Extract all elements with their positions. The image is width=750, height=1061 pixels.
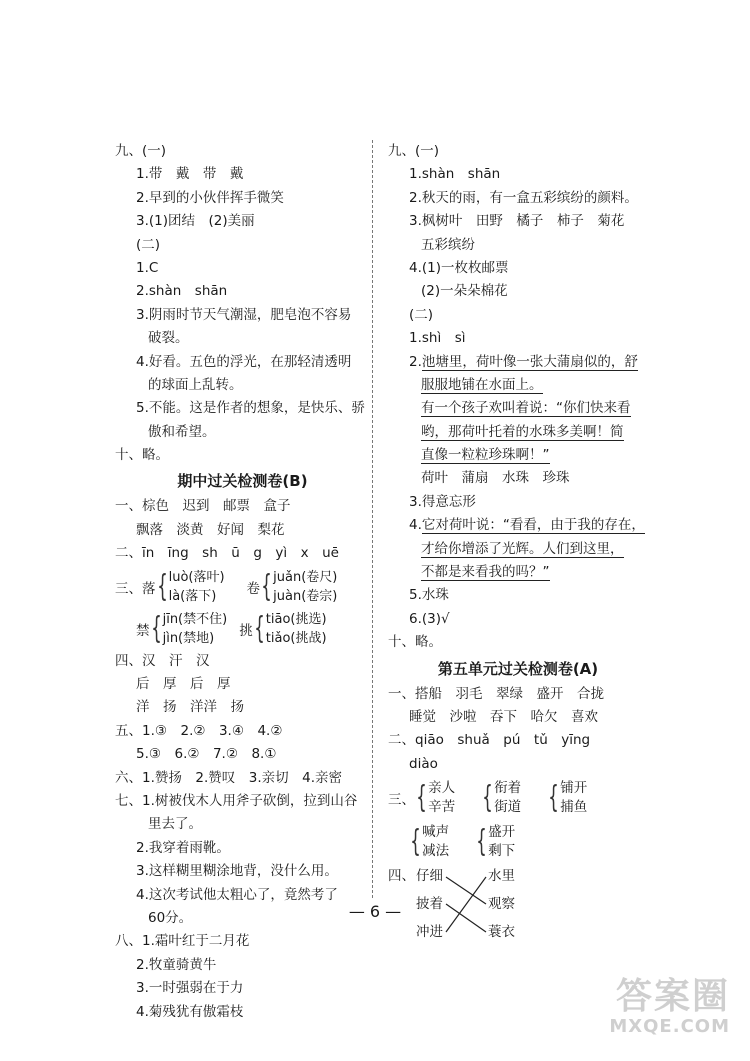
a3-group-2 (481, 779, 521, 817)
r9-part2-answer-6: 6.(3)√ (409, 610, 450, 627)
a3-row-1 (388, 776, 648, 820)
a2-line-1: 二、qiāo shuǎ pú tǔ yīng (388, 732, 591, 749)
s4-line-2: 后 厚 后 厚 (136, 676, 231, 693)
r9-part2-answer-4-cont (388, 538, 648, 561)
watermark-logo (580, 977, 730, 1047)
q9-answer-2: 2.早到的小伙伴挥手微笑 (136, 189, 284, 206)
s3-char: 卷 (246, 580, 261, 597)
a4-right-word: 观察 (488, 896, 515, 913)
s3-char: 落 (142, 580, 156, 597)
s3-group-tiao (239, 610, 326, 648)
underlined-sentence: 不都是来看我的吗？” (421, 564, 550, 581)
column-divider (372, 140, 373, 898)
q9-part2-answer-3-cont: 破裂。 (148, 330, 189, 347)
brace-icon: { (410, 824, 421, 860)
s3-char: 挑 (239, 622, 253, 639)
r9-answer-3-cont: 五彩缤纷 (421, 236, 475, 253)
r9-part2-answer-2-cont (388, 444, 648, 467)
r9-part2-answer-1: 1.shì sì (409, 330, 466, 347)
right-column (388, 140, 648, 946)
q9-part2-answer-5-cont: 傲和希望。 (148, 423, 216, 440)
answer-number: 2. (409, 353, 422, 370)
underlined-sentence: 它对荷叶说：“看看，由于我的存在， (421, 517, 645, 534)
s7-line-6: 60分。 (148, 909, 193, 926)
r9-part2-answer-4-cont (388, 561, 648, 584)
s8-line-1: 八、1.霜叶红于二月花 (115, 933, 250, 950)
page-number: — 6 — (348, 902, 402, 921)
r9-answer-3: 3.枫树叶 田野 橘子 柿子 菊花 (409, 213, 625, 230)
s3-group-juan (247, 568, 338, 606)
q9-part2-answer-5: 5.不能。这是作者的想象，是快乐、骄 (136, 400, 365, 417)
underlined-sentence: 哟，那荷叶托着的水珠多美啊！简 (421, 423, 624, 440)
r9-part2-answer-2-words: 荷叶 蒲扇 水珠 珍珠 (421, 470, 570, 487)
s3-reading: luò(落叶) (168, 569, 225, 585)
r10-answer: 十、略。 (388, 634, 442, 651)
s3-reading: tiǎo(挑战) (265, 630, 327, 646)
brace-icon: { (482, 780, 493, 816)
r9-part2-answer-2 (388, 351, 648, 374)
q9-part2-answer-2: 2.shàn shān (136, 283, 228, 300)
underlined-sentence: 服服地铺在水面上。 (421, 376, 543, 393)
q9-part2-answer-4-cont: 的球面上乱转。 (148, 376, 243, 393)
s3-row-1 (115, 566, 370, 608)
brace-icon: { (150, 610, 162, 646)
watermark-text: 答案圈 (615, 976, 730, 1017)
a3-word: 街道 (494, 799, 522, 816)
s8-line-3: 3.一时强弱在于力 (136, 980, 244, 997)
s4-line-3: 洋 扬 洋洋 扬 (136, 699, 244, 716)
s3-prefix: 三、 (115, 580, 142, 597)
brace-icon: { (156, 568, 168, 604)
q9-part2-answer-3: 3.阴雨时节天气潮湿，肥皂泡不容易 (136, 306, 352, 323)
s7-line-2: 里去了。 (148, 816, 202, 833)
a3-prefix: 三、 (388, 792, 415, 809)
q9-part2-title: (二) (136, 236, 161, 253)
q10-answer: 十、略。 (115, 447, 169, 464)
r9-part2-answer-4 (388, 514, 648, 537)
s7-line-5: 4.这次考试他太粗心了，竟然考了 (136, 886, 338, 903)
r9-part2-answer-2-cont (388, 374, 648, 397)
a4-left-word: 披着 (416, 896, 443, 913)
match-line (446, 877, 486, 904)
q9-title: 九、(一) (115, 143, 167, 159)
a3-word: 亲人 (428, 780, 456, 797)
a3-word: 衔着 (494, 780, 522, 797)
s5-line-1: 五、1.③ 2.② 3.④ 4.② (115, 722, 283, 739)
r9-answer-4: 4.(1)一枚枚邮票 (409, 259, 509, 276)
s3-reading: jīn(禁不住) (162, 611, 228, 627)
a3-word: 捕鱼 (560, 799, 588, 816)
r9-title: 九、(一) (388, 143, 440, 159)
s3-reading: tiāo(挑选) (265, 611, 327, 627)
s7-line-4: 3.这样糊里糊涂地背，没什么用。 (136, 863, 338, 880)
s1-line-1: 一、棕色 迟到 邮票 盒子 (115, 498, 291, 515)
a3-group-4 (409, 823, 449, 861)
brace-icon: { (548, 780, 559, 816)
r9-part2-answer-2-cont (388, 397, 648, 420)
q9-part2-answer-1: 1.C (136, 259, 159, 276)
a2-line-2: diào (409, 755, 438, 772)
s5-line-2: 5.③ 6.② 7.② 8.① (136, 746, 277, 763)
r9-answer-1: 1.shàn shān (409, 166, 501, 183)
a3-group-5 (475, 823, 515, 861)
underlined-sentence: 才给你增添了光辉。人们到这里， (421, 540, 624, 557)
watermark-url: MXQE.COM (609, 1016, 730, 1037)
underlined-sentence: 有一个孩子欢叫着说：“你们快来看 (421, 400, 631, 417)
section-heading-midterm-b: 期中过关检测卷(B) (177, 472, 308, 491)
s3-char: 禁 (136, 622, 150, 639)
s3-reading: juàn(卷宗) (273, 588, 338, 604)
s7-line-3: 2.我穿着雨靴。 (136, 839, 230, 856)
q9-part2-answer-4: 4.好看。五色的浮光，在那轻清透明 (136, 353, 352, 370)
s3-row-2 (115, 608, 370, 650)
q9-answer-1: 1.带 戴 带 戴 (136, 166, 244, 183)
brace-icon: { (476, 824, 487, 860)
r9-part2-answer-5: 5.水珠 (409, 587, 449, 604)
s3-group-jin (136, 610, 227, 648)
a3-word: 剩下 (488, 843, 516, 860)
brace-icon: { (253, 610, 265, 646)
underlined-sentence: 直像一粒粒珍珠啊！” (421, 447, 550, 464)
s3-reading: juǎn(卷尺) (273, 569, 338, 585)
s3-reading: là(落下) (168, 588, 217, 604)
r9-part2-answer-3: 3.得意忘形 (409, 493, 476, 510)
a3-word: 盛开 (488, 824, 516, 841)
a3-group-1 (415, 779, 455, 817)
a4-left-word: 冲进 (416, 924, 443, 941)
s1-line-2: 飘落 淡黄 好闻 梨花 (136, 521, 285, 538)
a4-right-word: 水里 (488, 868, 515, 885)
s8-line-4: 4.菊残犹有傲霜枝 (136, 1003, 244, 1020)
a3-word: 铺开 (560, 780, 588, 797)
s3-reading: jìn(禁地) (162, 630, 215, 646)
r9-part2-title: (二) (409, 306, 434, 323)
section-heading-unit5-a: 第五单元过关检测卷(A) (437, 659, 599, 678)
a1-line-1: 一、搭船 羽毛 翠绿 盛开 合拢 (388, 685, 604, 702)
a4-prefix: 四、 (388, 868, 415, 885)
a3-row-2 (388, 820, 648, 864)
brace-icon: { (416, 780, 427, 816)
a3-group-3 (547, 779, 587, 817)
a3-word: 喊声 (422, 824, 450, 841)
answer-number: 4. (409, 517, 422, 534)
a4-left-word: 仔细 (416, 868, 443, 885)
r9-answer-4-cont: (2)一朵朵棉花 (421, 283, 508, 300)
s6-line: 六、1.赞扬 2.赞叹 3.亲切 4.亲密 (115, 769, 343, 786)
s3-group-luo (142, 568, 225, 606)
a3-word: 减法 (422, 843, 450, 860)
a4-right-word: 蓑衣 (488, 924, 515, 941)
a1-line-2: 睡觉 沙啦 吞下 哈欠 喜欢 (409, 708, 598, 725)
left-column (115, 140, 370, 1024)
s4-line-1: 四、汉 汗 汉 (115, 652, 210, 669)
brace-icon: { (261, 568, 272, 604)
s7-line-1: 七、1.树被伐木人用斧子砍倒，拉到山谷 (115, 792, 358, 809)
s2-line: 二、īn īng sh ū g yì x uē (115, 545, 339, 562)
underlined-sentence: 池塘里，荷叶像一张大蒲扇似的，舒 (421, 353, 638, 370)
s8-line-2: 2.牧童骑黄牛 (136, 956, 217, 973)
r9-answer-2: 2.秋天的雨，有一盒五彩缤纷的颜料。 (409, 189, 638, 206)
a3-word: 辛苦 (428, 799, 456, 816)
q9-answer-3: 3.(1)团结 (2)美丽 (136, 213, 255, 230)
r9-part2-answer-2-cont (388, 421, 648, 444)
